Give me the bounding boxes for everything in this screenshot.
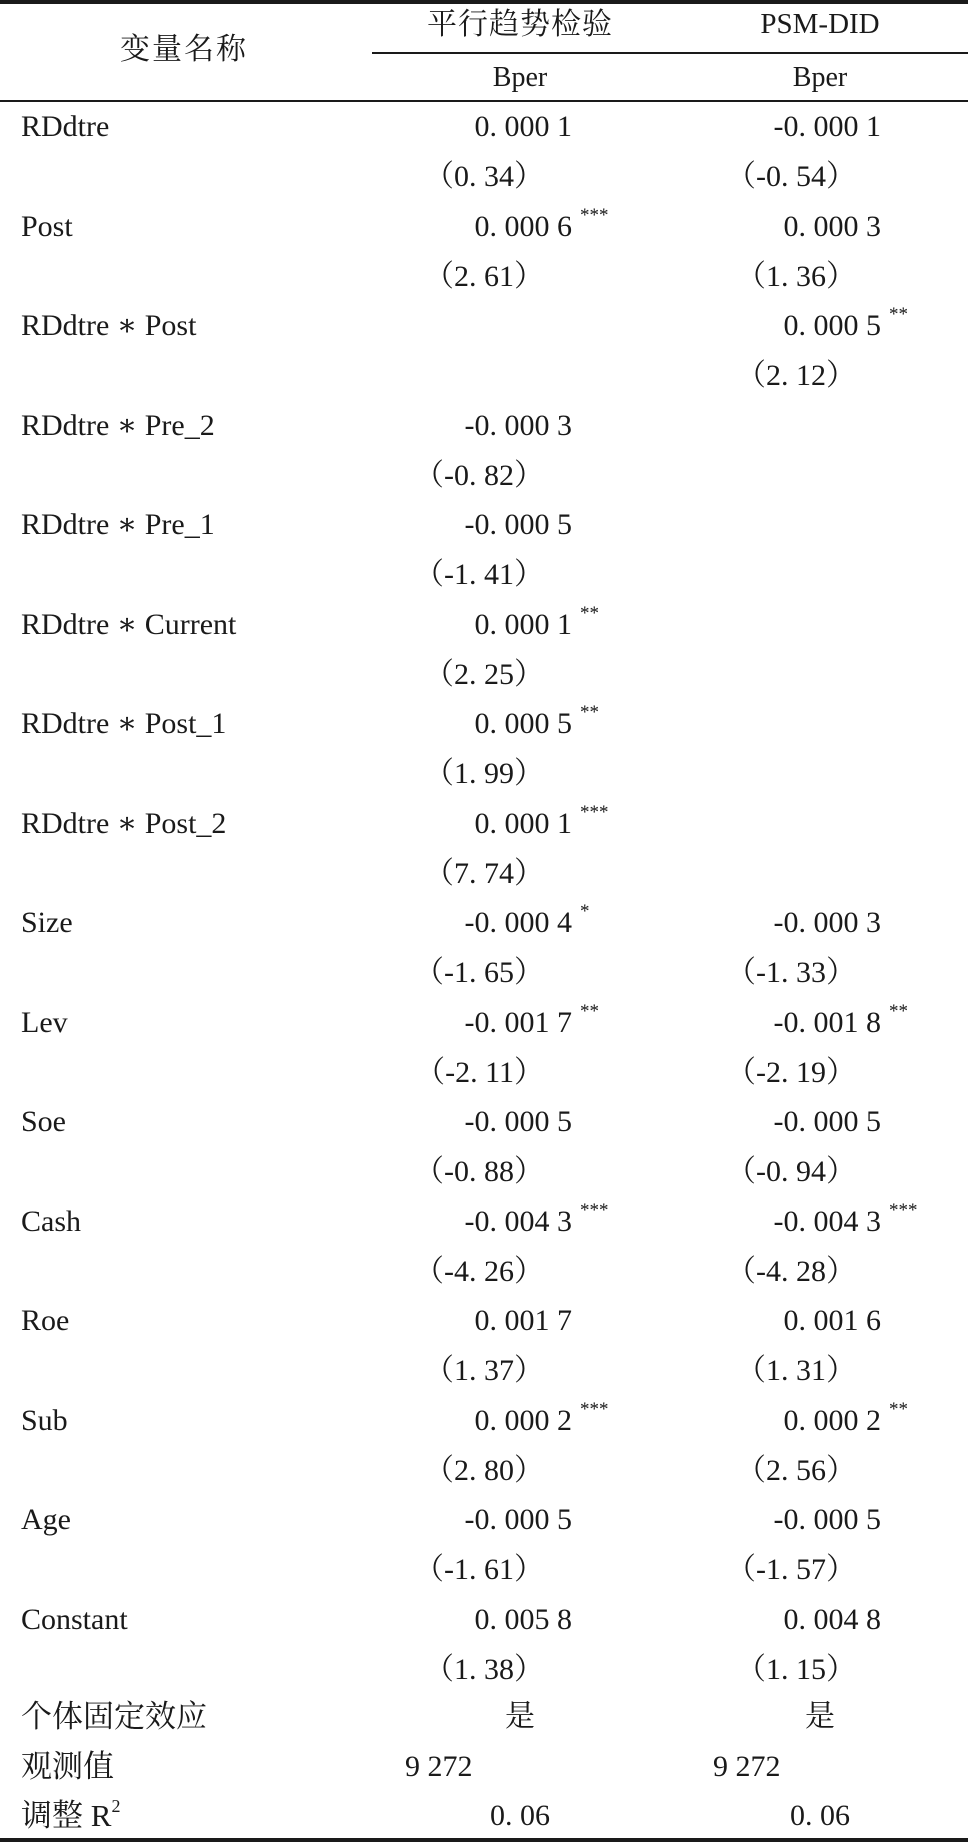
- col1-coefficient: 0. 000 1: [474, 607, 572, 641]
- t-stat-line: [0, 252, 968, 302]
- col2-coefficient: -0. 001 8: [773, 1005, 881, 1039]
- col1-coefficient: -0. 000 4: [464, 906, 572, 939]
- col1-t-stat: （0. 34）: [424, 160, 544, 193]
- variable-label: RDdtre ∗ Pre_2: [21, 408, 215, 442]
- col2-t-stat: （1. 36）: [736, 259, 856, 293]
- table-row: [0, 699, 968, 799]
- header-col1-sub: Bper: [492, 62, 548, 93]
- coefficient-line: [0, 1595, 968, 1645]
- t-stat-line: [0, 1147, 968, 1197]
- coefficient-line: [0, 799, 968, 849]
- col2-coefficient: 0. 000 2: [783, 1403, 881, 1437]
- table-row: [0, 898, 968, 998]
- col1-t-stat: （-1. 61）: [414, 1553, 544, 1586]
- col2-significance: **: [889, 1000, 908, 1022]
- col1-t-stat: （2. 61）: [424, 259, 544, 293]
- header-col2-sub: Bper: [792, 62, 848, 93]
- header-col2-title: PSM-DID: [760, 8, 880, 40]
- t-stat-line: [0, 1645, 968, 1695]
- col2-t-stat: （-0. 54）: [726, 160, 856, 193]
- row-label: 观测值: [21, 1749, 114, 1784]
- col2-significance: **: [889, 304, 908, 325]
- coefficient-line: [0, 301, 968, 351]
- col1-coefficient: 0. 000 1: [474, 806, 572, 840]
- col2-t-stat: （2. 56）: [736, 1453, 856, 1487]
- table-row: [0, 500, 968, 600]
- coefficient-line: [0, 1296, 968, 1346]
- footer-row-adj-r2: [0, 1791, 968, 1841]
- variable-label: Age: [21, 1503, 71, 1536]
- col1-coefficient: 0. 000 6: [474, 209, 572, 243]
- col1-t-stat: （1. 99）: [424, 757, 544, 790]
- t-stat-line: [0, 152, 968, 202]
- coefficient-line: [0, 699, 968, 749]
- table-row: [0, 1097, 968, 1197]
- col1-coefficient: -0. 000 5: [464, 1503, 572, 1536]
- table-top-rule: [0, 0, 968, 4]
- col2-t-stat: （-1. 33）: [726, 956, 856, 989]
- col2-t-stat: （2. 12）: [736, 359, 856, 392]
- header-col1-title: 平行趋势检验: [427, 8, 613, 41]
- col1-coefficient: -0. 004 3: [464, 1204, 572, 1238]
- t-stat-line: [0, 1446, 968, 1496]
- col2-t-stat: （1. 15）: [736, 1652, 856, 1686]
- coefficient-line: [0, 1495, 968, 1545]
- coefficient-line: [0, 500, 968, 550]
- col1-t-stat: （-1. 41）: [414, 558, 544, 591]
- col1-coefficient: 0. 000 1: [474, 110, 572, 143]
- variable-label: Roe: [21, 1304, 70, 1337]
- col2-coefficient: 0. 000 5: [783, 309, 881, 342]
- variable-label: Sub: [21, 1403, 68, 1437]
- variable-label: Lev: [21, 1005, 68, 1039]
- coefficient-line: [0, 1097, 968, 1147]
- obs-col1: 9 272: [405, 1750, 473, 1783]
- col1-coefficient: 0. 000 5: [474, 707, 572, 740]
- table-row: [0, 998, 968, 1098]
- col1-t-stat: （-1. 65）: [414, 956, 544, 989]
- t-stat-line: [0, 849, 968, 899]
- col2-t-stat: （-1. 57）: [726, 1553, 856, 1586]
- fe-col1: 是: [505, 1700, 535, 1733]
- col1-t-stat: （1. 38）: [424, 1652, 544, 1686]
- coefficient-line: [0, 898, 968, 948]
- t-stat-line: [0, 1545, 968, 1595]
- variable-label: RDdtre ∗ Post_2: [21, 806, 227, 840]
- col2-coefficient: -0. 004 3: [773, 1204, 881, 1238]
- table-row: [0, 600, 968, 700]
- coefficient-line: [0, 1396, 968, 1446]
- col1-coefficient: -0. 000 5: [464, 508, 572, 541]
- col2-coefficient: -0. 000 3: [773, 906, 881, 939]
- col2-coefficient: 0. 004 8: [783, 1602, 881, 1636]
- row-label: 个体固定效应: [21, 1699, 207, 1734]
- variable-label: Size: [21, 906, 73, 939]
- col1-t-stat: （-2. 11）: [415, 1055, 544, 1089]
- col1-coefficient: -0. 000 3: [464, 408, 572, 442]
- table-row: [0, 202, 968, 302]
- coefficient-line: [0, 102, 968, 152]
- fe-col2: 是: [805, 1700, 835, 1733]
- col1-significance: ***: [580, 1199, 609, 1221]
- table-row: [0, 1396, 968, 1496]
- col2-significance: **: [889, 1398, 908, 1420]
- r2-col1: 0. 06: [490, 1799, 550, 1832]
- col2-significance: ***: [889, 1199, 918, 1221]
- r2-col2: 0. 06: [790, 1799, 850, 1832]
- footer-row-fixed-effects: [0, 1692, 968, 1742]
- row-label: 调整 $R^2$: [21, 1796, 121, 1833]
- col2-coefficient: -0. 000 5: [773, 1105, 881, 1138]
- t-stat-line: [0, 1346, 968, 1396]
- col1-significance: **: [580, 1000, 599, 1022]
- col1-t-stat: （-0. 88）: [414, 1155, 544, 1188]
- variable-label: Post: [21, 209, 73, 243]
- variable-label: RDdtre: [21, 110, 110, 143]
- table-row: [0, 1296, 968, 1396]
- col1-coefficient: -0. 001 7: [464, 1005, 572, 1039]
- col1-t-stat: （2. 80）: [424, 1453, 544, 1487]
- t-stat-line: [0, 948, 968, 998]
- col1-significance: ***: [580, 801, 609, 823]
- table-row: [0, 1495, 968, 1595]
- obs-col2: 9 272: [713, 1750, 781, 1783]
- table-row: [0, 301, 968, 401]
- table-bottom-rule: [0, 1838, 968, 1842]
- col2-t-stat: （-0. 94）: [726, 1155, 856, 1188]
- table-row: [0, 102, 968, 202]
- t-stat-line: [0, 451, 968, 501]
- table-row: [0, 1595, 968, 1695]
- col2-coefficient: 0. 001 6: [783, 1304, 881, 1337]
- r2-superscript: 2: [111, 1796, 121, 1816]
- col1-significance: **: [580, 702, 599, 723]
- table-row: [0, 1197, 968, 1297]
- table-row: [0, 799, 968, 899]
- col1-t-stat: （2. 25）: [424, 657, 544, 691]
- col1-significance: **: [580, 602, 599, 624]
- coefficient-line: [0, 998, 968, 1048]
- col1-significance: ***: [580, 1398, 609, 1420]
- variable-label: Constant: [21, 1602, 128, 1636]
- t-stat-line: [0, 1048, 968, 1098]
- col1-t-stat: （1. 37）: [424, 1354, 544, 1387]
- t-stat-line: [0, 650, 968, 700]
- variable-label: RDdtre ∗ Post_1: [21, 707, 227, 740]
- variable-label: RDdtre ∗ Current: [21, 607, 237, 641]
- t-stat-line: [0, 749, 968, 799]
- col2-t-stat: （-2. 19）: [726, 1055, 856, 1089]
- variable-label: RDdtre ∗ Post: [21, 309, 197, 342]
- col1-coefficient: 0. 005 8: [474, 1602, 572, 1636]
- col2-t-stat: （1. 31）: [736, 1354, 856, 1387]
- col2-t-stat: （-4. 28）: [726, 1254, 856, 1288]
- coefficient-line: [0, 600, 968, 650]
- coefficient-line: [0, 1197, 968, 1247]
- col1-t-stat: （-4. 26）: [414, 1254, 544, 1288]
- col1-t-stat: （-0. 82）: [414, 458, 544, 492]
- variable-label: Soe: [21, 1105, 66, 1138]
- col1-coefficient: -0. 000 5: [464, 1105, 572, 1138]
- t-stat-line: [0, 550, 968, 600]
- footer-row-observations: [0, 1742, 968, 1792]
- table-body: [0, 102, 968, 1694]
- col1-coefficient: 0. 001 7: [474, 1304, 572, 1337]
- col1-significance: ***: [580, 204, 609, 226]
- col1-t-stat: （7. 74）: [424, 856, 544, 890]
- col1-significance: *: [580, 901, 590, 922]
- col2-coefficient: -0. 000 1: [773, 110, 881, 143]
- t-stat-line: [0, 1247, 968, 1297]
- coefficient-line: [0, 202, 968, 252]
- variable-label: Cash: [21, 1204, 81, 1238]
- coefficient-line: [0, 401, 968, 451]
- col2-coefficient: 0. 000 3: [783, 209, 881, 243]
- variable-label: RDdtre ∗ Pre_1: [21, 508, 215, 541]
- header-group-rule: [372, 52, 968, 54]
- col2-coefficient: -0. 000 5: [773, 1503, 881, 1536]
- col1-coefficient: 0. 000 2: [474, 1403, 572, 1437]
- table-row: [0, 401, 968, 501]
- t-stat-line: [0, 351, 968, 401]
- header-variable-name: 变量名称: [120, 33, 248, 66]
